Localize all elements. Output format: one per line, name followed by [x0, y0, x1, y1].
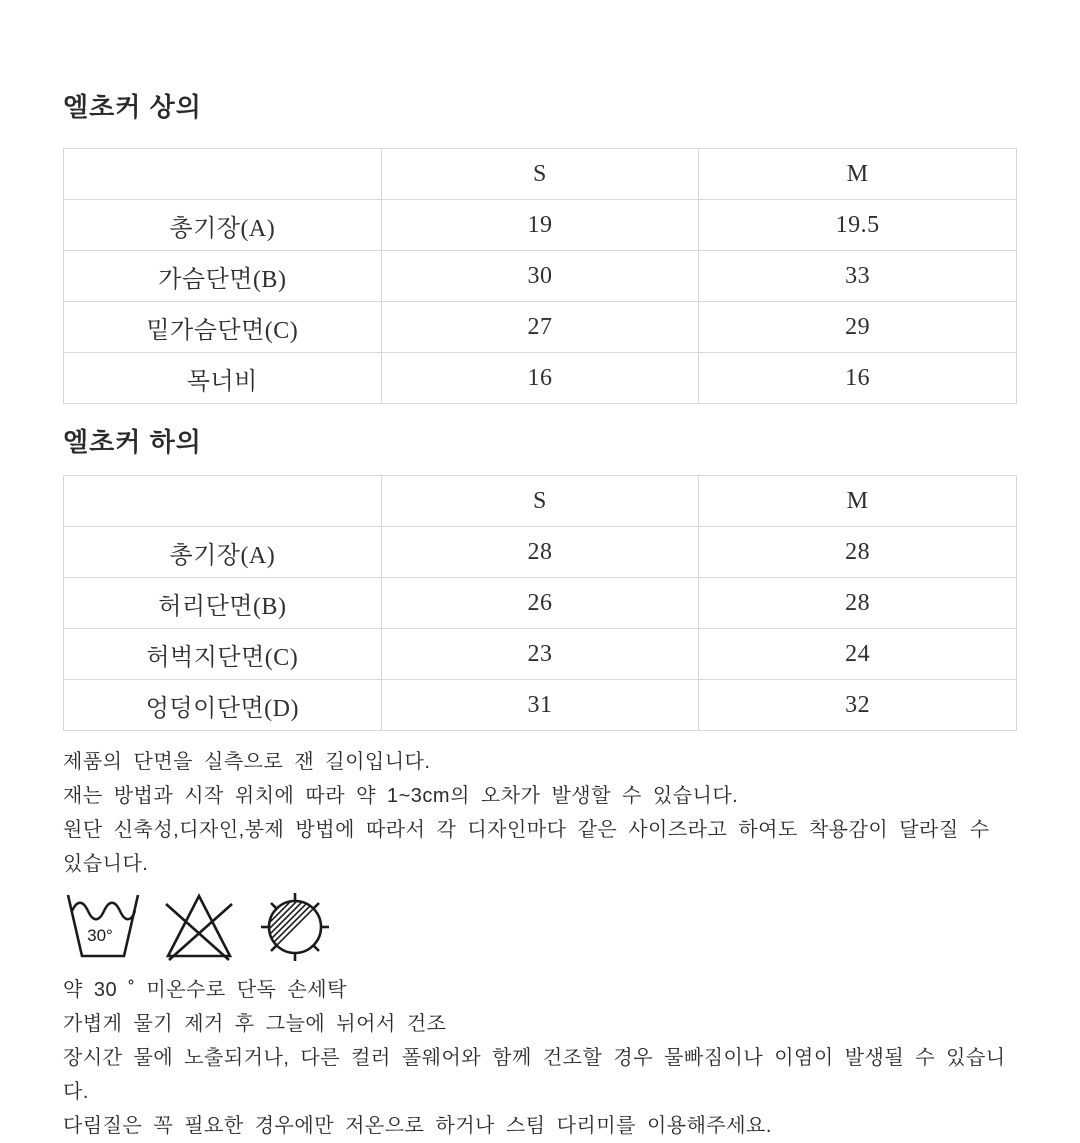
cell-value: 31 [381, 680, 699, 731]
row-label: 허벅지단면(C) [64, 629, 382, 680]
table-row [64, 353, 1017, 404]
table-row [64, 200, 1017, 251]
table-row [64, 680, 1017, 731]
cell-value: 24 [699, 629, 1017, 680]
cell-value: 26 [381, 578, 699, 629]
header-cell-size-m: M [699, 149, 1017, 200]
row-label: 목너비 [64, 353, 382, 404]
row-label: 밑가슴단면(C) [64, 302, 382, 353]
note-line: 원단 신축성,디자인,봉제 방법에 따라서 각 디자인마다 같은 사이즈라고 하여도 착용감이 달라질 수 있습니다. [63, 819, 990, 875]
care-line: 약 30 ˚ 미온수로 단독 손세탁 [63, 979, 347, 1001]
header-cell-size-m: M [699, 476, 1017, 527]
svg-text:30°: 30° [87, 926, 113, 945]
laundry-care-icons [63, 889, 1017, 965]
table-header-row [64, 476, 1017, 527]
cell-value: 19 [381, 200, 699, 251]
table-row [64, 302, 1017, 353]
cell-value: 28 [381, 527, 699, 578]
header-cell-size-s: S [381, 149, 699, 200]
table-header-row [64, 149, 1017, 200]
care-line: 다림질은 꼭 필요한 경우에만 저온으로 하거나 스팀 다리미를 이용해주세요. [63, 1115, 772, 1137]
table-row [64, 527, 1017, 578]
cell-value: 33 [699, 251, 1017, 302]
top-size-table-title: 엘초커 상의 [63, 92, 202, 122]
row-label: 총기장(A) [64, 200, 382, 251]
header-cell-size-s: S [381, 476, 699, 527]
table-row [64, 251, 1017, 302]
care-line: 장시간 물에 노출되거나, 다른 컬러 폴웨어와 함께 건조할 경우 물빠짐이나 이염이 발생될 수 있습니다. [63, 1047, 1006, 1103]
top-size-table [63, 148, 1017, 404]
cell-value: 16 [699, 353, 1017, 404]
cell-value: 23 [381, 629, 699, 680]
cell-value: 28 [699, 527, 1017, 578]
header-cell-blank [64, 149, 382, 200]
row-label: 허리단면(B) [64, 578, 382, 629]
cell-value: 16 [381, 353, 699, 404]
shade-dry-icon [255, 887, 335, 967]
care-line: 가볍게 물기 제거 후 그늘에 뉘어서 건조 [63, 1013, 447, 1035]
care-instructions [63, 973, 1017, 1143]
row-label: 가슴단면(B) [64, 251, 382, 302]
measurement-notes [63, 745, 1017, 881]
cell-value: 32 [699, 680, 1017, 731]
note-line: 제품의 단면을 실측으로 잰 길이입니다. [63, 751, 431, 773]
cell-value: 28 [699, 578, 1017, 629]
row-label: 엉덩이단면(D) [64, 680, 382, 731]
cell-value: 27 [381, 302, 699, 353]
cell-value: 19.5 [699, 200, 1017, 251]
bottom-size-table-title: 엘초커 하의 [63, 427, 202, 457]
note-line: 재는 방법과 시작 위치에 따라 약 1~3cm의 오차가 발생할 수 있습니다. [63, 785, 739, 807]
table-row [64, 578, 1017, 629]
header-cell-blank [64, 476, 382, 527]
table-row [64, 629, 1017, 680]
handwash-30-icon [63, 892, 143, 962]
cell-value: 29 [699, 302, 1017, 353]
cell-value: 30 [381, 251, 699, 302]
bottom-size-table [63, 475, 1017, 731]
do-not-bleach-icon [159, 887, 239, 967]
row-label: 총기장(A) [64, 527, 382, 578]
